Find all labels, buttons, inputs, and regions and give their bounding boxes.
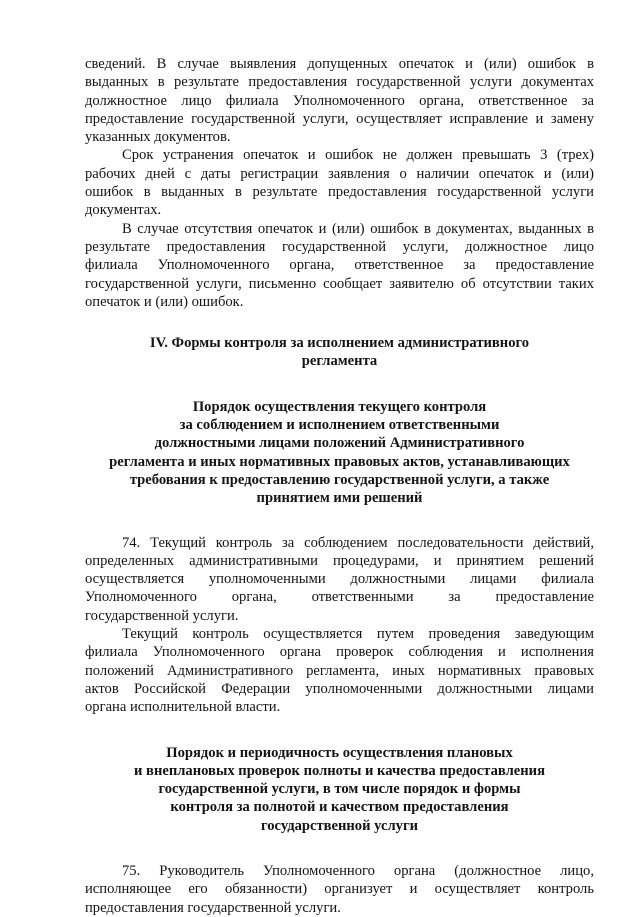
text-line: результате предоставления государственной услуги, должностное лицо [85,238,594,255]
text-line: Уполномоченного органа, ответственными за предоставление [85,589,594,606]
text-line: осуществляется уполномоченными должностными лицами филиала [85,571,594,588]
text-line: органа исполнительной власти. [85,699,281,716]
text-line: определенных административными процедурами, и принятием решений [85,552,594,569]
paragraph-intro [85,55,594,146]
text-line: 75. Руководитель Уполномоченного органа (должностное лицо, [122,862,594,879]
text-line: государственной услуги, письменно сообщает заявителю об отсутствии таких [85,275,594,292]
heading-line: Порядок осуществления текущего контроля [192,398,487,415]
text-line: государственной услуги. [85,607,239,624]
heading-line: требования к предоставлению государственной услуги, а также [129,471,550,488]
heading-line: регламента и иных нормативных правовых актов, устанавливающих [109,453,570,470]
subheading-periodic-checks [85,744,594,835]
text-line: предоставления государственной услуги. [85,899,341,916]
paragraph-75 [85,862,594,917]
heading-line: и внеплановых проверок полноты и качества предоставления [134,762,545,779]
text-line: филиала Уполномоченного органа, ответственное за предоставление [85,257,594,274]
text-line: должностное лицо филиала Уполномоченного органа, ответственное за [85,92,594,109]
paragraph-term [85,146,594,219]
heading-line: государственной услуги [260,817,419,834]
heading-line: Порядок и периодичность осуществления плановых [166,744,513,761]
subheading-current-control [85,398,594,508]
text-line: предоставление государственной услуги, осуществляет исправление и замену [85,110,594,127]
heading-line: за соблюдением и исполнением ответственными [179,417,500,434]
section-title [85,334,594,371]
heading-line: IV. Формы контроля за исполнением административного [149,335,530,352]
text-line: исполняющее его обязанности) организует и осуществляет контроль [85,881,594,898]
text-line: положений Административного регламента, иных нормативных правовых [85,662,594,679]
text-line: 74. Текущий контроль за соблюдением последовательности действий, [122,534,594,551]
paragraph-absence [85,220,594,311]
text-line: филиала Уполномоченного органа проверок соблюдения и исполнения [85,644,594,661]
heading-line: контроля за полнотой и качеством предоставления [170,799,509,816]
text-line: указанных документов. [85,129,231,146]
paragraph-74-continued [85,625,594,716]
heading-line: государственной услуги, в том числе порядок и формы [158,781,521,798]
text-line: ошибок в выданных в результате предоставления государственной услуги [85,184,594,201]
text-line: опечаток и (или) ошибок. [85,293,244,310]
text-line: выданных в результате предоставления государственной услуги документах [85,74,594,91]
heading-line: принятием ими решений [256,490,423,507]
text-line: Срок устранения опечаток и ошибок не должен превышать 3 (трех) [122,147,594,164]
paragraph-74 [85,534,594,625]
text-line: рабочих дней с даты регистрации заявления о наличии опечаток и (или) [85,165,594,182]
text-line: В случае отсутствия опечаток и (или) ошибок в документах, выданных в [122,220,594,237]
text-line: актов Российской Федерации уполномоченными должностными лицами [85,680,594,697]
heading-line: должностными лицами положений Административного [154,435,525,452]
text-line: документах. [85,202,162,219]
heading-line: регламента [301,353,378,370]
text-line: сведений. В случае выявления допущенных опечаток и (или) ошибок в [85,56,594,72]
text-line: Текущий контроль осуществляется путем проведения заведующим [122,626,594,643]
